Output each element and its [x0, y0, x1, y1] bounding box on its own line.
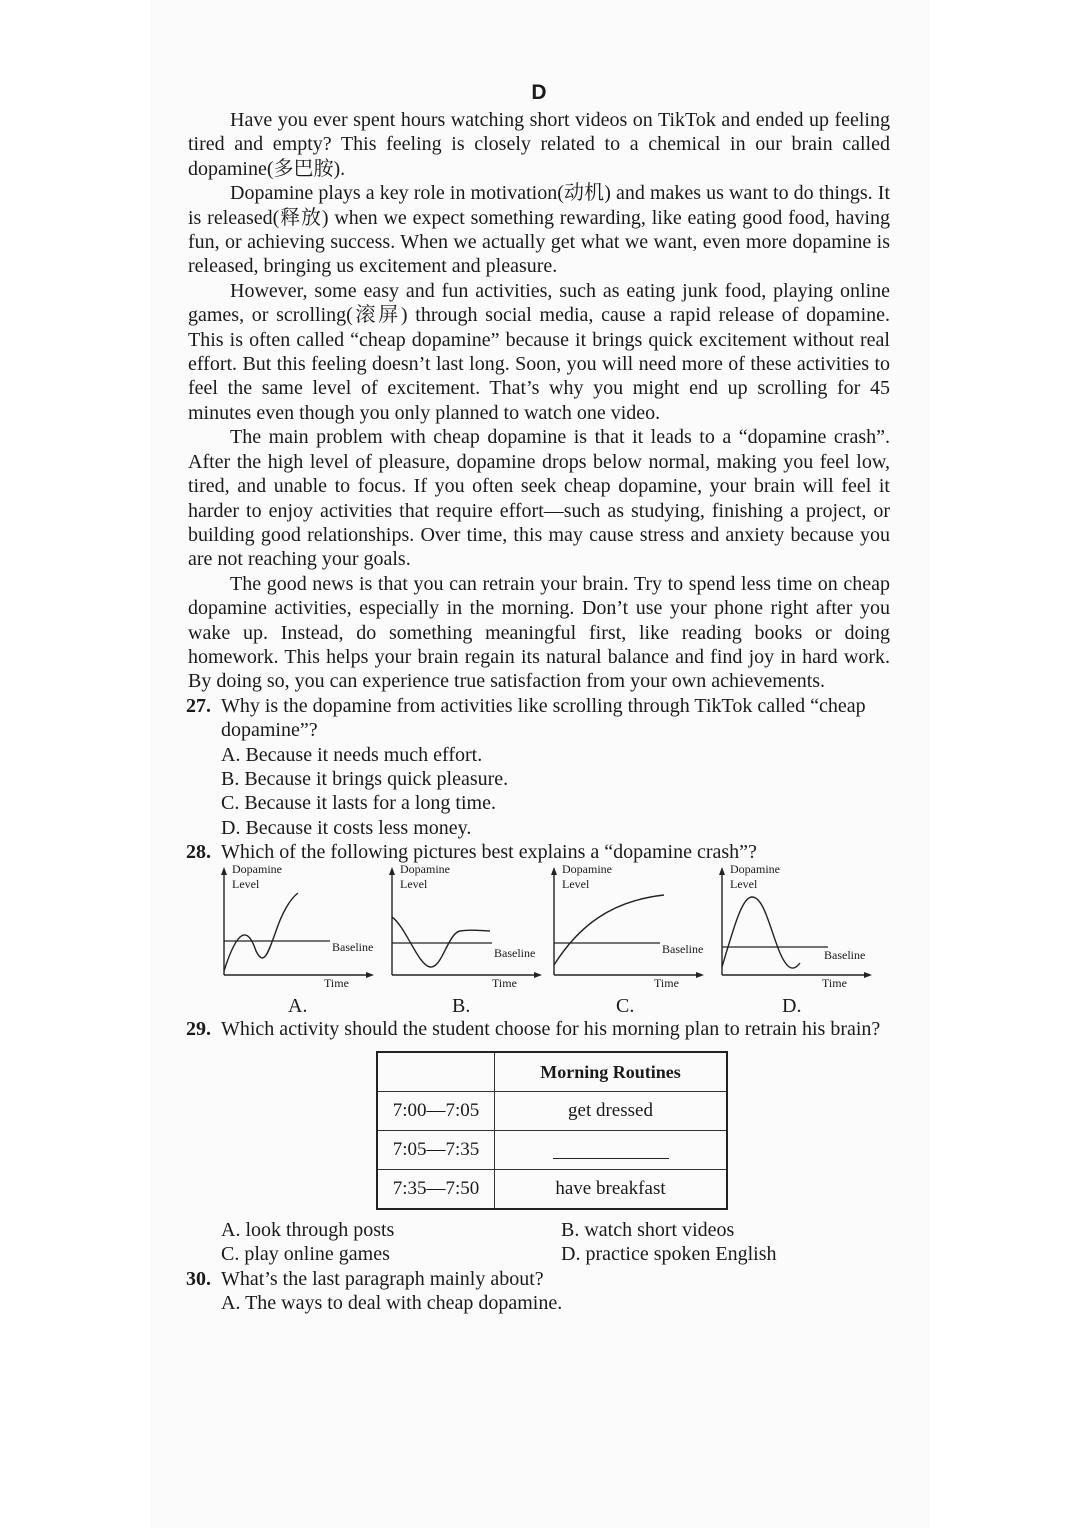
- y-label-line-2: Level: [562, 876, 590, 891]
- question-number: 29.: [186, 1017, 211, 1040]
- paragraph-5: The good news is that you can retrain your brain. Try to spend less time on cheap dopamine activities, especially in the morning. Don’t use your phone right after you wake up. Instead, do something meaningful first, like reading books or doing homework. This helps your brain regain its natural balance and find joy in hard work. By doing so, you can experience true satisfaction from your own achievements.: [188, 572, 890, 693]
- option-c[interactable]: C. Because it lasts for a long time.: [221, 792, 496, 815]
- y-label-line-1: Dopamine: [730, 861, 780, 876]
- question-text: Why is the dopamine from activities like scrolling through TikTok called “cheap dopamine”?: [221, 694, 866, 742]
- paragraph-4: The main problem with cheap dopamine is that it leads to a “dopamine crash”. After the high level of pleasure, dopamine drops below normal, making you feel low, tired, and unable to focus. If you often seek cheap dopamine, your brain will feel it harder to enjoy activities that require effort—such as studying, finishing a project, or building good relationships. Over time, this may cause stress and anxiety because you are not reaching your goals.: [188, 426, 890, 571]
- y-label-line-1: Dopamine: [562, 861, 612, 876]
- y-label-line-1: Dopamine: [400, 861, 450, 876]
- table-corner-cell: [377, 1052, 495, 1092]
- option-a[interactable]: A. Because it needs much effort.: [221, 743, 483, 766]
- x-label: Time: [822, 975, 847, 990]
- question-27-options: [188, 743, 890, 841]
- section-heading: D: [531, 81, 547, 104]
- graph-options: [188, 861, 890, 1017]
- question-29: [188, 1017, 890, 1041]
- table-row: [377, 1170, 727, 1210]
- morning-routines-table: [376, 1051, 728, 1210]
- question-number: 27.: [186, 694, 211, 717]
- question-number: 30.: [186, 1267, 211, 1290]
- table-header: Morning Routines: [495, 1052, 728, 1092]
- graph-d[interactable]: [718, 861, 888, 1017]
- x-label: Time: [654, 975, 679, 990]
- graph-letter: B.: [452, 994, 471, 1017]
- question-27: [188, 694, 890, 743]
- question-text: Which of the following pictures best explains a “dopamine crash”?: [221, 841, 757, 864]
- graph-c[interactable]: [550, 861, 720, 1017]
- paragraph-2: Dopamine plays a key role in motivation(动机) and makes us want to do things. It is released(释放) when we expect something rewarding, like eating good food, having fun, or achieving success. When we actually get what we want, even more dopamine is released, bringing us excitement and pleasure.: [188, 182, 890, 278]
- option-d[interactable]: D. practice spoken English: [561, 1243, 777, 1266]
- option-a[interactable]: A. The ways to deal with cheap dopamine.: [221, 1292, 563, 1315]
- baseline-label: Baseline: [824, 947, 866, 962]
- paragraph-1: Have you ever spent hours watching short videos on TikTok and ended up feeling tired and empty? This feeling is closely related to a chemical in our brain called dopamine(多巴胺).: [188, 109, 890, 180]
- option-a[interactable]: A. look through posts: [221, 1219, 395, 1241]
- question-text: What’s the last paragraph mainly about?: [221, 1267, 544, 1290]
- x-label: Time: [492, 975, 517, 990]
- question-28: [188, 840, 890, 864]
- table-header-row: [377, 1052, 727, 1092]
- baseline-label: Baseline: [494, 945, 536, 960]
- blank-activity-cell[interactable]: [495, 1131, 728, 1170]
- activity-cell: have breakfast: [495, 1170, 728, 1210]
- graph-letter: D.: [782, 994, 802, 1017]
- table-row: [377, 1131, 727, 1170]
- y-label-line-2: Level: [400, 876, 428, 891]
- graph-letter: A.: [288, 994, 308, 1017]
- time-cell: 7:00—7:05: [377, 1092, 495, 1131]
- graph-letter: C.: [616, 994, 635, 1017]
- question-30: [188, 1267, 890, 1291]
- time-cell: 7:35—7:50: [377, 1170, 495, 1210]
- question-30-options: [188, 1291, 890, 1315]
- y-label-line-2: Level: [232, 876, 260, 891]
- option-b[interactable]: B. Because it brings quick pleasure.: [221, 767, 509, 790]
- answer-blank[interactable]: [553, 1136, 669, 1159]
- paragraph-3: However, some easy and fun activities, such as eating junk food, playing online games, or scrolling(滚屏) through social media, cause a rapid release of dopamine. This is often called “cheap dopamine” because it brings quick excitement without real effort. But this feeling doesn’t last long. Soon, you will need more of these activities to feel the same level of excitement. That’s why you might end up scrolling for 45 minutes even though you only planned to watch one video.: [188, 279, 890, 424]
- option-b[interactable]: B. watch short videos: [561, 1219, 735, 1241]
- question-29-options: [188, 1218, 890, 1267]
- x-label: Time: [324, 975, 349, 990]
- exam-page: [188, 80, 890, 1316]
- activity-cell: get dressed: [495, 1092, 728, 1131]
- time-cell: 7:05—7:35: [377, 1131, 495, 1170]
- option-c[interactable]: C. play online games: [221, 1243, 390, 1266]
- y-label-line-1: Dopamine: [232, 861, 282, 876]
- question-text: Which activity should the student choose for his morning plan to retrain his brain?: [221, 1017, 881, 1040]
- y-label-line-2: Level: [730, 876, 758, 891]
- option-d[interactable]: D. Because it costs less money.: [221, 816, 472, 839]
- graph-b[interactable]: [388, 861, 558, 1017]
- table-row: [377, 1092, 727, 1131]
- baseline-label: Baseline: [332, 939, 374, 954]
- baseline-label: Baseline: [662, 941, 704, 956]
- question-number: 28.: [186, 841, 211, 864]
- graph-a[interactable]: [220, 861, 390, 1017]
